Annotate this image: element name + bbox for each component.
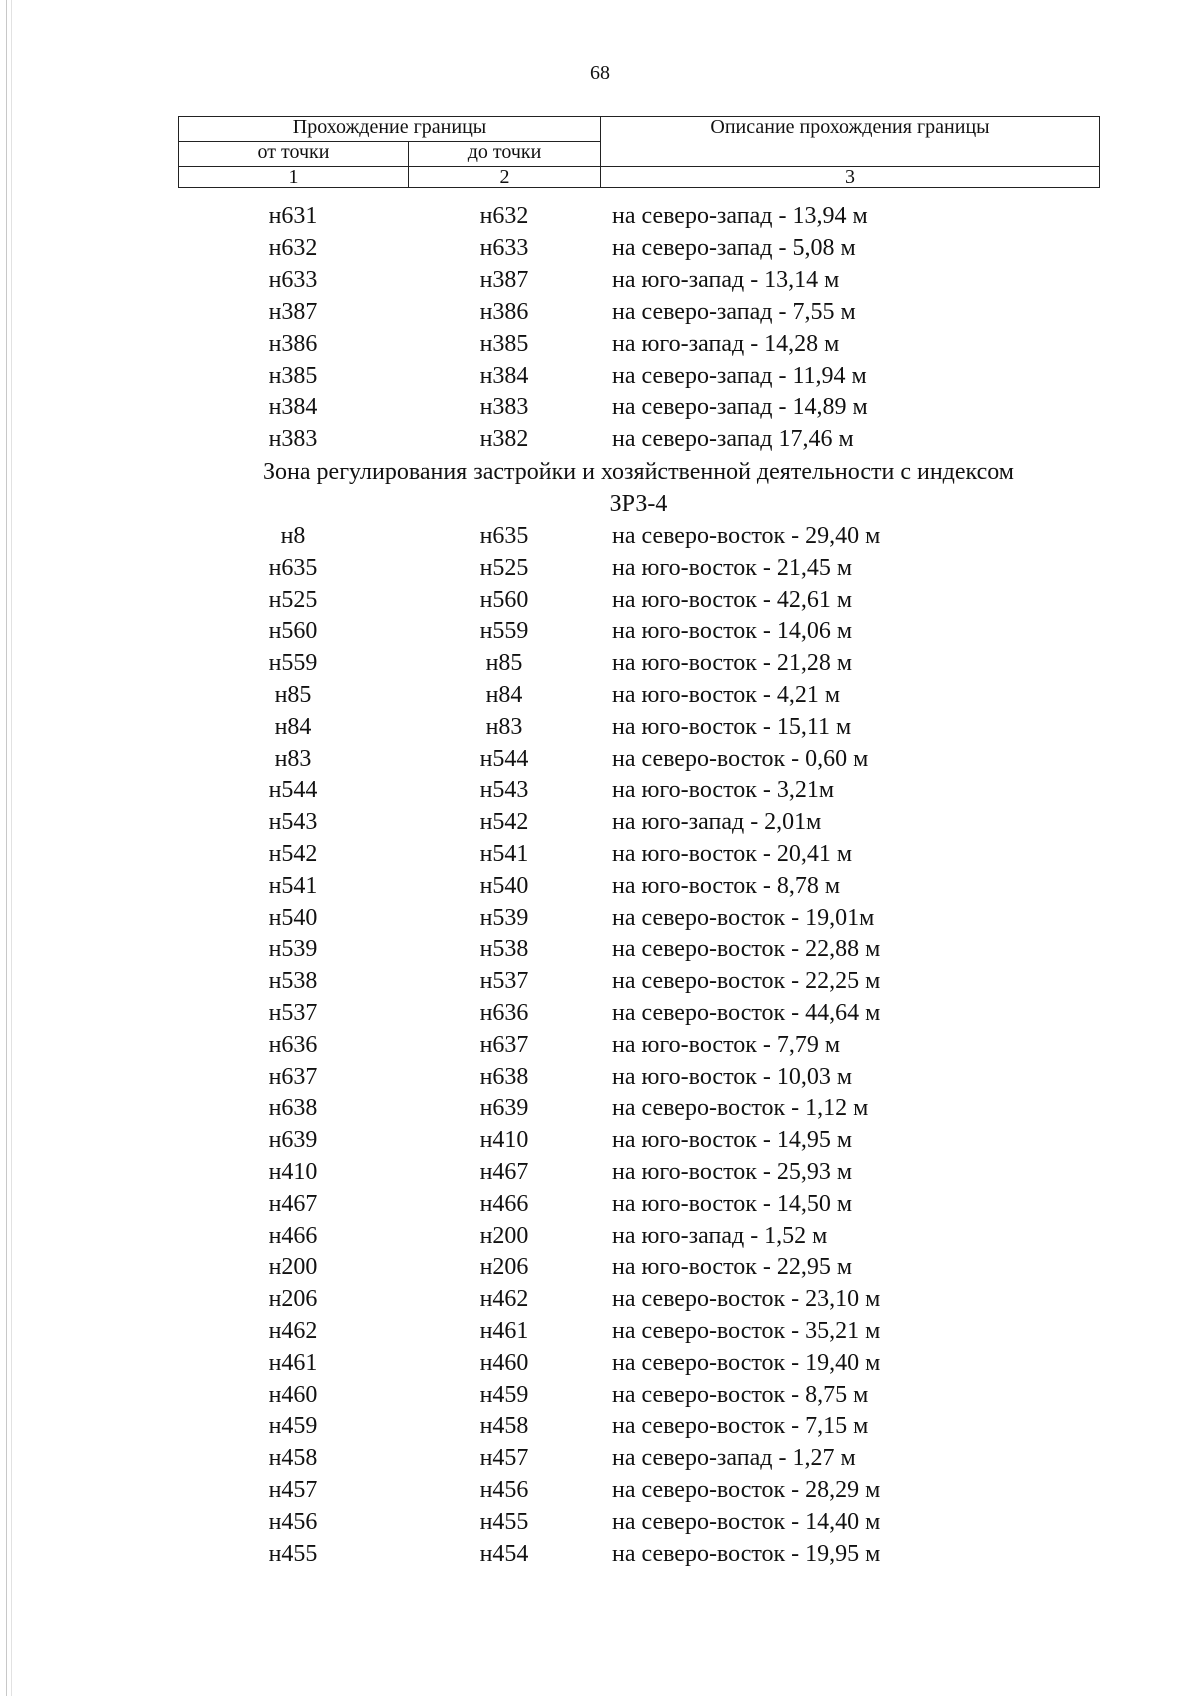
to-point-cell: н544 [479,745,529,772]
description-cell: на северо-запад - 13,94 м [612,203,868,229]
column-number-2: 2 [409,167,601,188]
to-point-cell: н384 [479,362,529,389]
table-row [0,1474,1200,1506]
to-point-cell: н467 [479,1159,529,1185]
table-row [0,933,1200,965]
description-cell: на северо-восток - 28,29 м [612,1477,881,1503]
page-number: 68 [590,62,610,84]
from-point-cell: н631 [268,203,318,229]
to-point-cell: н537 [479,968,529,995]
description-cell: на северо-восток - 44,64 м [612,1000,881,1026]
from-point-cell: н462 [268,1318,318,1344]
table-row [0,1347,1200,1379]
table-row [0,647,1200,679]
description-cell: на северо-восток - 19,40 м [612,1349,881,1376]
table-row [0,1506,1200,1538]
table-row [0,838,1200,870]
table-row [0,774,1200,806]
description-cell: на северо-восток - 8,75 м [612,1381,869,1408]
description-cell: на северо-восток - 1,12 м [612,1095,869,1122]
from-point-cell: н538 [268,968,318,995]
description-cell: на юго-восток - 21,28 м [612,650,853,677]
table-row [0,806,1200,838]
description-cell: на северо-восток - 23,10 м [612,1286,881,1313]
to-point-cell: н83 [485,713,523,740]
from-point-cell: н541 [268,872,318,899]
zone-index-label: ЗРЗ-4 [609,491,668,517]
table-row [0,552,1200,584]
to-point-cell: н84 [485,682,523,708]
to-point-cell: н560 [479,586,529,613]
to-point-cell: н637 [479,1031,529,1058]
description-cell: на юго-восток - 22,95 м [612,1254,853,1281]
table-row [0,711,1200,743]
from-point-cell: н525 [268,586,318,613]
from-point-heading: от точки [179,142,409,167]
description-cell: на северо-восток - 29,40 м [612,523,881,549]
description-cell: на северо-восток - 19,01м [612,904,875,931]
description-cell: на юго-восток - 4,21 м [612,682,841,708]
table-row [0,870,1200,902]
table-row [0,1029,1200,1061]
description-cell: на северо-запад - 1,27 м [612,1445,856,1472]
from-point-cell: н559 [268,650,318,677]
from-point-cell: н383 [268,426,318,453]
from-point-cell: н206 [268,1286,318,1313]
to-point-cell: н456 [479,1477,529,1503]
description-cell: на юго-восток - 14,06 м [612,618,853,645]
description-cell: на северо-запад - 7,55 м [612,298,856,325]
description-cell: на юго-запад - 2,01м [612,809,822,836]
table-row [0,1156,1200,1188]
table-row [0,584,1200,616]
table-row [0,200,1200,232]
description-cell: на северо-восток - 0,60 м [612,745,869,772]
to-point-cell: н542 [479,809,529,836]
column-number-3: 3 [601,167,1100,188]
from-point-cell: н560 [268,618,318,645]
description-cell: на северо-запад - 5,08 м [612,234,856,261]
description-cell: на северо-восток - 19,95 м [612,1540,881,1567]
zone-section-title: Зона регулирования застройки и хозяйственной деятельности с индексом [263,459,1014,485]
description-cell: на юго-запад - 13,14 м [612,266,840,293]
from-point-cell: н457 [268,1477,318,1503]
description-cell: на юго-восток - 8,78 м [612,872,841,899]
table-row [0,1220,1200,1252]
from-point-cell: н85 [274,682,312,708]
to-point-cell: н383 [479,394,529,421]
description-cell: на юго-восток - 7,79 м [612,1031,841,1058]
to-point-cell: н455 [479,1508,529,1535]
to-point-cell: н206 [479,1254,529,1281]
description-cell: на юго-восток - 21,45 м [612,554,853,581]
from-point-cell: н639 [268,1127,318,1154]
to-point-cell: н538 [479,936,529,963]
from-point-cell: н542 [268,841,318,867]
table-row [0,1442,1200,1474]
from-point-cell: н84 [274,713,312,740]
from-point-cell: н455 [268,1540,318,1567]
description-cell: на северо-запад 17,46 м [612,426,854,453]
description-cell: на северо-восток - 7,15 м [612,1413,869,1440]
table-row [0,1315,1200,1347]
description-cell: на юго-восток - 3,21м [612,777,835,804]
from-point-cell: н8 [280,523,306,549]
from-point-cell: н632 [268,234,318,261]
description-cell: на юго-восток - 15,11 м [612,713,852,740]
table-row [0,902,1200,934]
from-point-cell: н540 [268,904,318,931]
to-point-cell: н386 [479,298,529,325]
description-cell: на юго-восток - 14,50 м [612,1190,853,1217]
table-row [0,360,1200,392]
table-row [0,743,1200,775]
description-cell: на северо-восток - 22,88 м [612,936,881,963]
description-cell: на юго-восток - 25,93 м [612,1159,853,1185]
to-point-cell: н635 [479,523,529,549]
to-point-cell: н559 [479,618,529,645]
from-point-cell: н638 [268,1095,318,1122]
from-point-cell: н387 [268,298,318,325]
from-point-cell: н461 [268,1349,318,1376]
table-row [0,997,1200,1029]
table-row [0,615,1200,647]
table-row [0,679,1200,711]
to-point-cell: н543 [479,777,529,804]
description-cell: на северо-восток - 35,21 м [612,1318,881,1344]
to-point-cell: н462 [479,1286,529,1313]
description-cell: на юго-запад - 1,52 м [612,1222,828,1249]
from-point-cell: н543 [268,809,318,836]
to-point-cell: н638 [479,1063,529,1090]
table-row [0,1283,1200,1315]
to-point-cell: н461 [479,1318,529,1344]
table-row [0,328,1200,360]
from-point-cell: н636 [268,1031,318,1058]
from-point-cell: н460 [268,1381,318,1408]
from-point-cell: н633 [268,266,318,293]
to-point-cell: н632 [479,203,529,229]
to-point-cell: н458 [479,1413,529,1440]
boundary-passage-heading: Прохождение границы [179,117,601,142]
to-point-cell: н636 [479,1000,529,1026]
to-point-cell: н466 [479,1190,529,1217]
table-row [0,1092,1200,1124]
from-point-cell: н459 [268,1413,318,1440]
from-point-cell: н200 [268,1254,318,1281]
from-point-cell: н637 [268,1063,318,1090]
table-row [0,1124,1200,1156]
table-row [0,391,1200,423]
from-point-cell: н386 [268,330,318,357]
table-row [0,1410,1200,1442]
from-point-cell: н635 [268,554,318,581]
to-point-cell: н85 [485,650,523,677]
column-number-1: 1 [179,167,409,188]
from-point-cell: н458 [268,1445,318,1472]
to-point-cell: н454 [479,1540,529,1567]
description-cell: на северо-восток - 14,40 м [612,1508,881,1535]
table-header [178,116,1100,188]
to-point-cell: н460 [479,1349,529,1376]
description-cell: на юго-восток - 20,41 м [612,841,853,867]
to-point-cell: н633 [479,234,529,261]
to-point-cell: н200 [479,1222,529,1249]
table-row [0,232,1200,264]
from-point-cell: н467 [268,1190,318,1217]
table-row [0,264,1200,296]
to-point-heading: до точки [409,142,601,167]
from-point-cell: н83 [274,745,312,772]
to-point-cell: н410 [479,1127,529,1154]
table-row [0,520,1200,552]
to-point-cell: н382 [479,426,529,453]
description-cell: на северо-восток - 22,25 м [612,968,881,995]
from-point-cell: н384 [268,394,318,421]
table-row [0,1061,1200,1093]
to-point-cell: н539 [479,904,529,931]
to-point-cell: н525 [479,554,529,581]
description-cell: на северо-запад - 14,89 м [612,394,868,421]
to-point-cell: н639 [479,1095,529,1122]
table-row [0,1538,1200,1570]
description-cell: на юго-восток - 10,03 м [612,1063,853,1090]
table-row [0,1379,1200,1411]
to-point-cell: н385 [479,330,529,357]
table-row [0,296,1200,328]
description-cell: на юго-восток - 42,61 м [612,586,853,613]
from-point-cell: н544 [268,777,318,804]
to-point-cell: н457 [479,1445,529,1472]
to-point-cell: н541 [479,841,529,867]
to-point-cell: н540 [479,872,529,899]
description-cell: на юго-восток - 14,95 м [612,1127,853,1154]
boundary-description-heading: Описание прохождения границы [601,117,1100,167]
table-row [0,1251,1200,1283]
from-point-cell: н466 [268,1222,318,1249]
description-cell: на юго-запад - 14,28 м [612,330,840,357]
to-point-cell: н387 [479,266,529,293]
from-point-cell: н385 [268,362,318,389]
table-row [0,423,1200,455]
from-point-cell: н456 [268,1508,318,1535]
description-cell: на северо-запад - 11,94 м [612,362,867,389]
table-row [0,1188,1200,1220]
to-point-cell: н459 [479,1381,529,1408]
from-point-cell: н410 [268,1159,318,1185]
from-point-cell: н539 [268,936,318,963]
from-point-cell: н537 [268,1000,318,1026]
table-row [0,965,1200,997]
